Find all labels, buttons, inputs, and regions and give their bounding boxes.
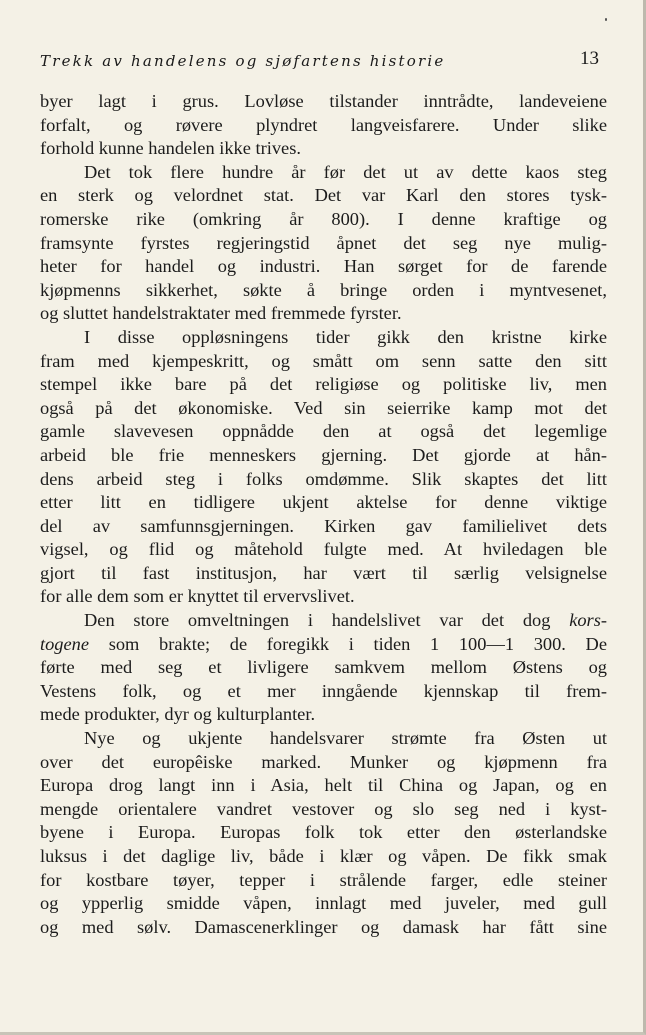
text-line: dens arbeid steg i folks omdømme. Slik skaptes det litt (40, 468, 607, 489)
text-line: en sterk og velordnet stat. Det var Karl den stores tysk- (40, 185, 607, 206)
text-line: stempel ikke bare på det religiøse og politiske liv, men (40, 374, 607, 395)
text-line: etter litt en tidligere ukjent aktelse for denne viktige (40, 492, 607, 513)
text-line: for alle dem som er knyttet til ervervslivet. (40, 586, 355, 607)
page-header (40, 48, 603, 74)
text-line: mede produkter, dyr og kulturplanter. (40, 704, 316, 725)
text-line: luksus i det daglige liv, både i klær og våpen. De fikk smak (40, 846, 607, 866)
text-line: I disse oppløsningens tider gikk den kristne kirke (84, 326, 607, 347)
text-line: Den store omveltningen i handelslivet var det dog kors- (84, 610, 607, 631)
text-line: romerske rike (omkring år 800). I denne kraftige og (40, 208, 607, 229)
text-line: gjort til fast institusjon, har vært til særlig velsignelse (40, 562, 607, 583)
text-line: framsynte fyrstes regjeringstid åpnet det seg nye mulig- (40, 232, 607, 253)
text-line: førte med seg et livligere samkvem mellom Østens og (40, 657, 607, 678)
text-line: Europa drog langt inn i Asia, helt til China og Japan, og en (40, 775, 607, 796)
text-line: heter for handel og industri. Han sørget for de farende (40, 256, 607, 277)
text-line: del av samfunnsgjerningen. Kirken gav familielivet dets (40, 515, 607, 536)
text-line: og med sølv. Damascenerklinger og damask har fått sine (40, 916, 607, 937)
running-head: Trekk av handelens og sjøfartens historie (40, 52, 446, 70)
text-line: forfalt, og røvere plyndret langveisfarere. Under slike (40, 114, 607, 135)
body-text (40, 90, 607, 939)
text-line: også på det økonomiske. Ved sin seierrike kamp mot det (40, 397, 607, 418)
text-line: byer lagt i grus. Lovløse tilstander inntrådte, landeveiene (40, 91, 607, 111)
text-line: mengde orientalere vandret vestover og slo seg ned i kyst- (40, 798, 607, 819)
text-line: Det tok flere hundre år før det ut av dette kaos steg (84, 161, 607, 182)
page-number: 13 (580, 48, 599, 69)
text-line: arbeid ble frie menneskers gjerning. Det gjorde at hån- (40, 444, 607, 465)
text-line: byene i Europa. Europas folk tok etter den østerlandske (40, 822, 607, 843)
ink-speck (605, 18, 607, 21)
text-line: fram med kjempeskritt, og smått om senn satte den sitt (40, 350, 607, 371)
text-line: og ypperlig smidde våpen, innlagt med juveler, med gull (40, 893, 607, 914)
text-line: kjøpmenns sikkerhet, søkte å bringe orden i myntvesenet, (40, 279, 607, 300)
text-line: Vestens folk, og et mer inngående kjennskap til frem- (40, 680, 607, 701)
text-line: gamle slavevesen oppnådde den at også det legemlige (40, 421, 607, 442)
text-line: forhold kunne handelen ikke trives. (40, 138, 301, 159)
text-line: togene som brakte; de foregikk i tiden 1 100—1 300. De (40, 633, 607, 654)
text-line: for kostbare tøyer, tepper i strålende farger, edle steiner (40, 869, 607, 890)
text-line: Nye og ukjente handelsvarer strømte fra Østen ut (84, 728, 607, 749)
text-line: og sluttet handelstraktater med fremmede fyrster. (40, 303, 402, 324)
text-line: over det europêiske marked. Munker og kjøpmenn fra (40, 751, 607, 772)
text-line: vigsel, og flid og måtehold fulgte med. At hviledagen ble (40, 539, 607, 560)
